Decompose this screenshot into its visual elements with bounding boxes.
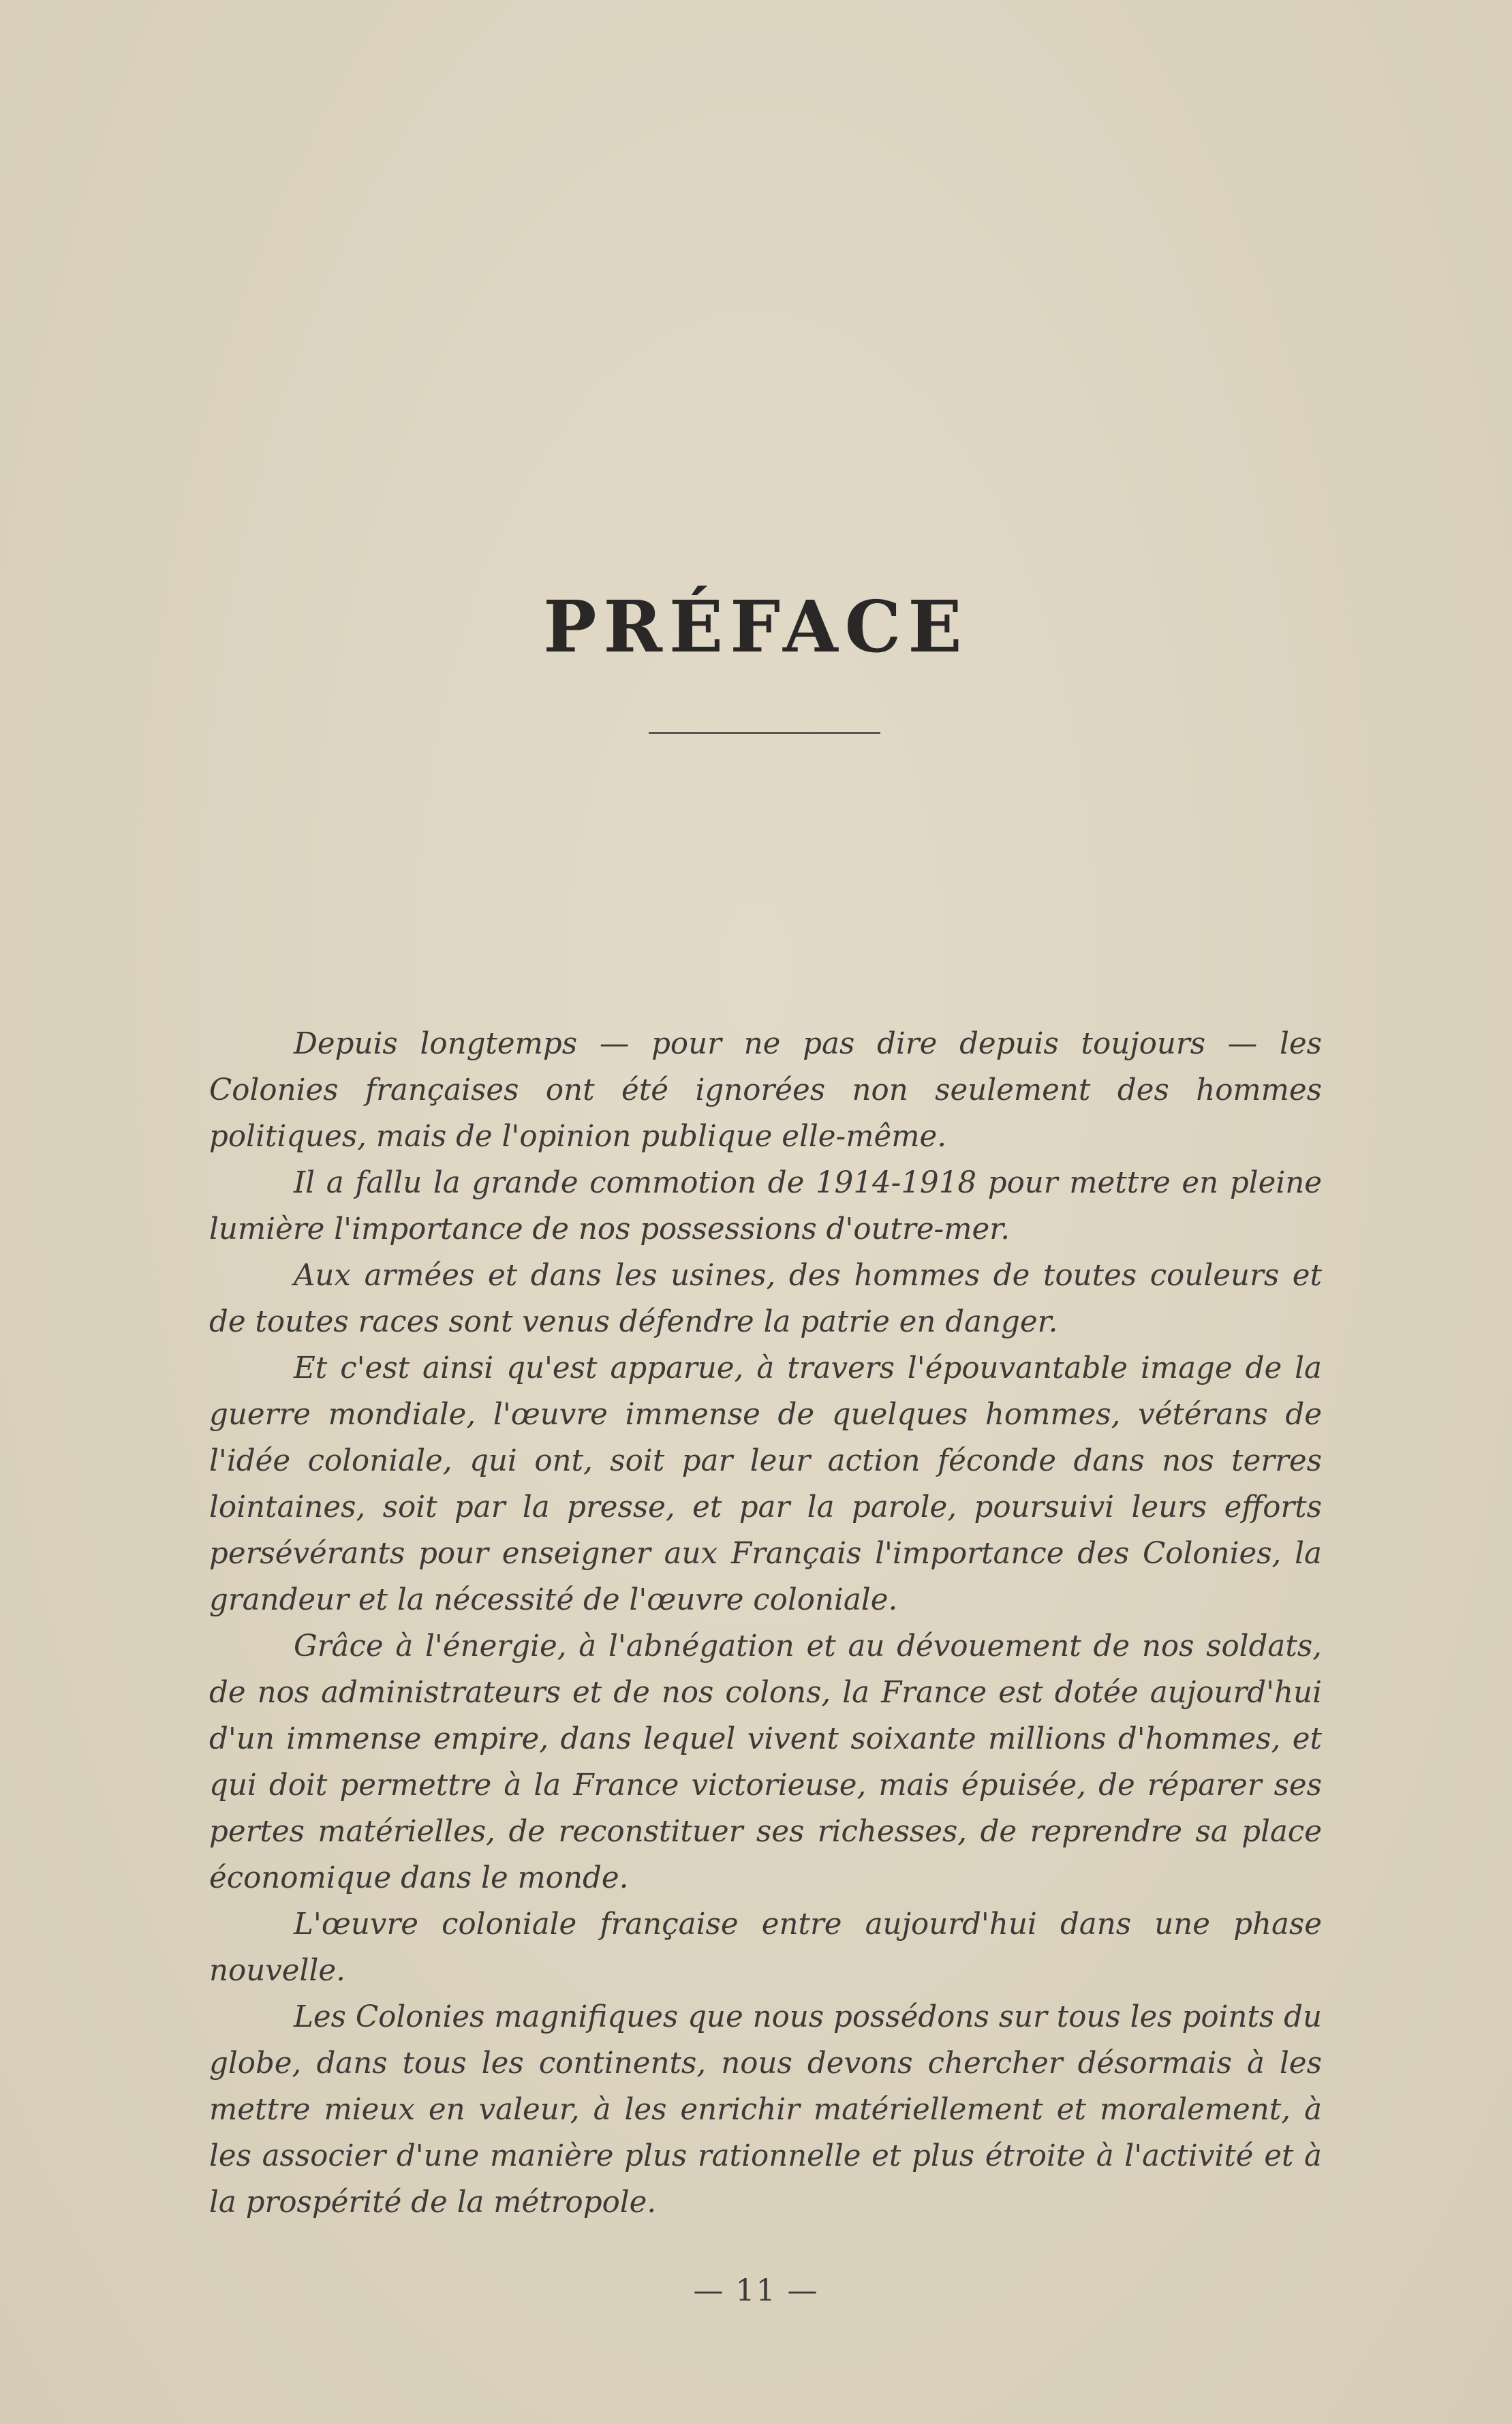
paragraph: Grâce à l'énergie, à l'abnégation et au dévouement de nos soldats, de nos administrateurs et de nos colons, la France est dotée aujourd'hui d'un immense empire, dans lequel vivent soixante millions d'hommes, et qui doit permettre à la France victorieuse, mais épuisée, de réparer ses pertes matérielles, de reconstituer ses richesses, de reprendre sa place économique dans le monde. [209,1629,1322,1895]
paragraph: Il a fallu la grande commotion de 1914-1918 pour mettre en pleine lumière l'importance de nos possessions d'outre-mer. [209,1166,1322,1246]
title-divider [649,732,880,734]
preface-body [209,1021,1322,2226]
paragraph: L'œuvre coloniale française entre aujourd'hui dans une phase nouvelle. [209,1907,1322,1988]
paragraph: Aux armées et dans les usines, des hommes de toutes couleurs et de toutes races sont venus défendre la patrie en danger. [209,1259,1322,1339]
page-title: PRÉFACE [543,585,969,669]
paragraph: Les Colonies magnifiques que nous possédons sur tous les points du globe, dans tous les continents, nous devons chercher désormais à les mettre mieux en valeur, à les enrichir matériellement et moralement, à les associer d'une manière plus rationnelle et plus étroite à l'activité et à la prospérité de la métropole. [209,2000,1322,2220]
paragraph: Depuis longtemps — pour ne pas dire depuis toujours — les Colonies françaises ont été ignorées non seulement des hommes politiques, mais de l'opinion publique elle-même. [209,1027,1322,1154]
page-number: — 11 — [693,2273,819,2308]
paragraph: Et c'est ainsi qu'est apparue, à travers l'épouvantable image de la guerre mondiale, l'œuvre immense de quelques hommes, vétérans de l'idée coloniale, qui ont, soit par leur action féconde dans nos terres lointaines, soit par la presse, et par la parole, poursuivi leurs efforts persévérants pour enseigner aux Français l'importance des Colonies, la grandeur et la nécessité de l'œuvre coloniale. [209,1351,1322,1617]
